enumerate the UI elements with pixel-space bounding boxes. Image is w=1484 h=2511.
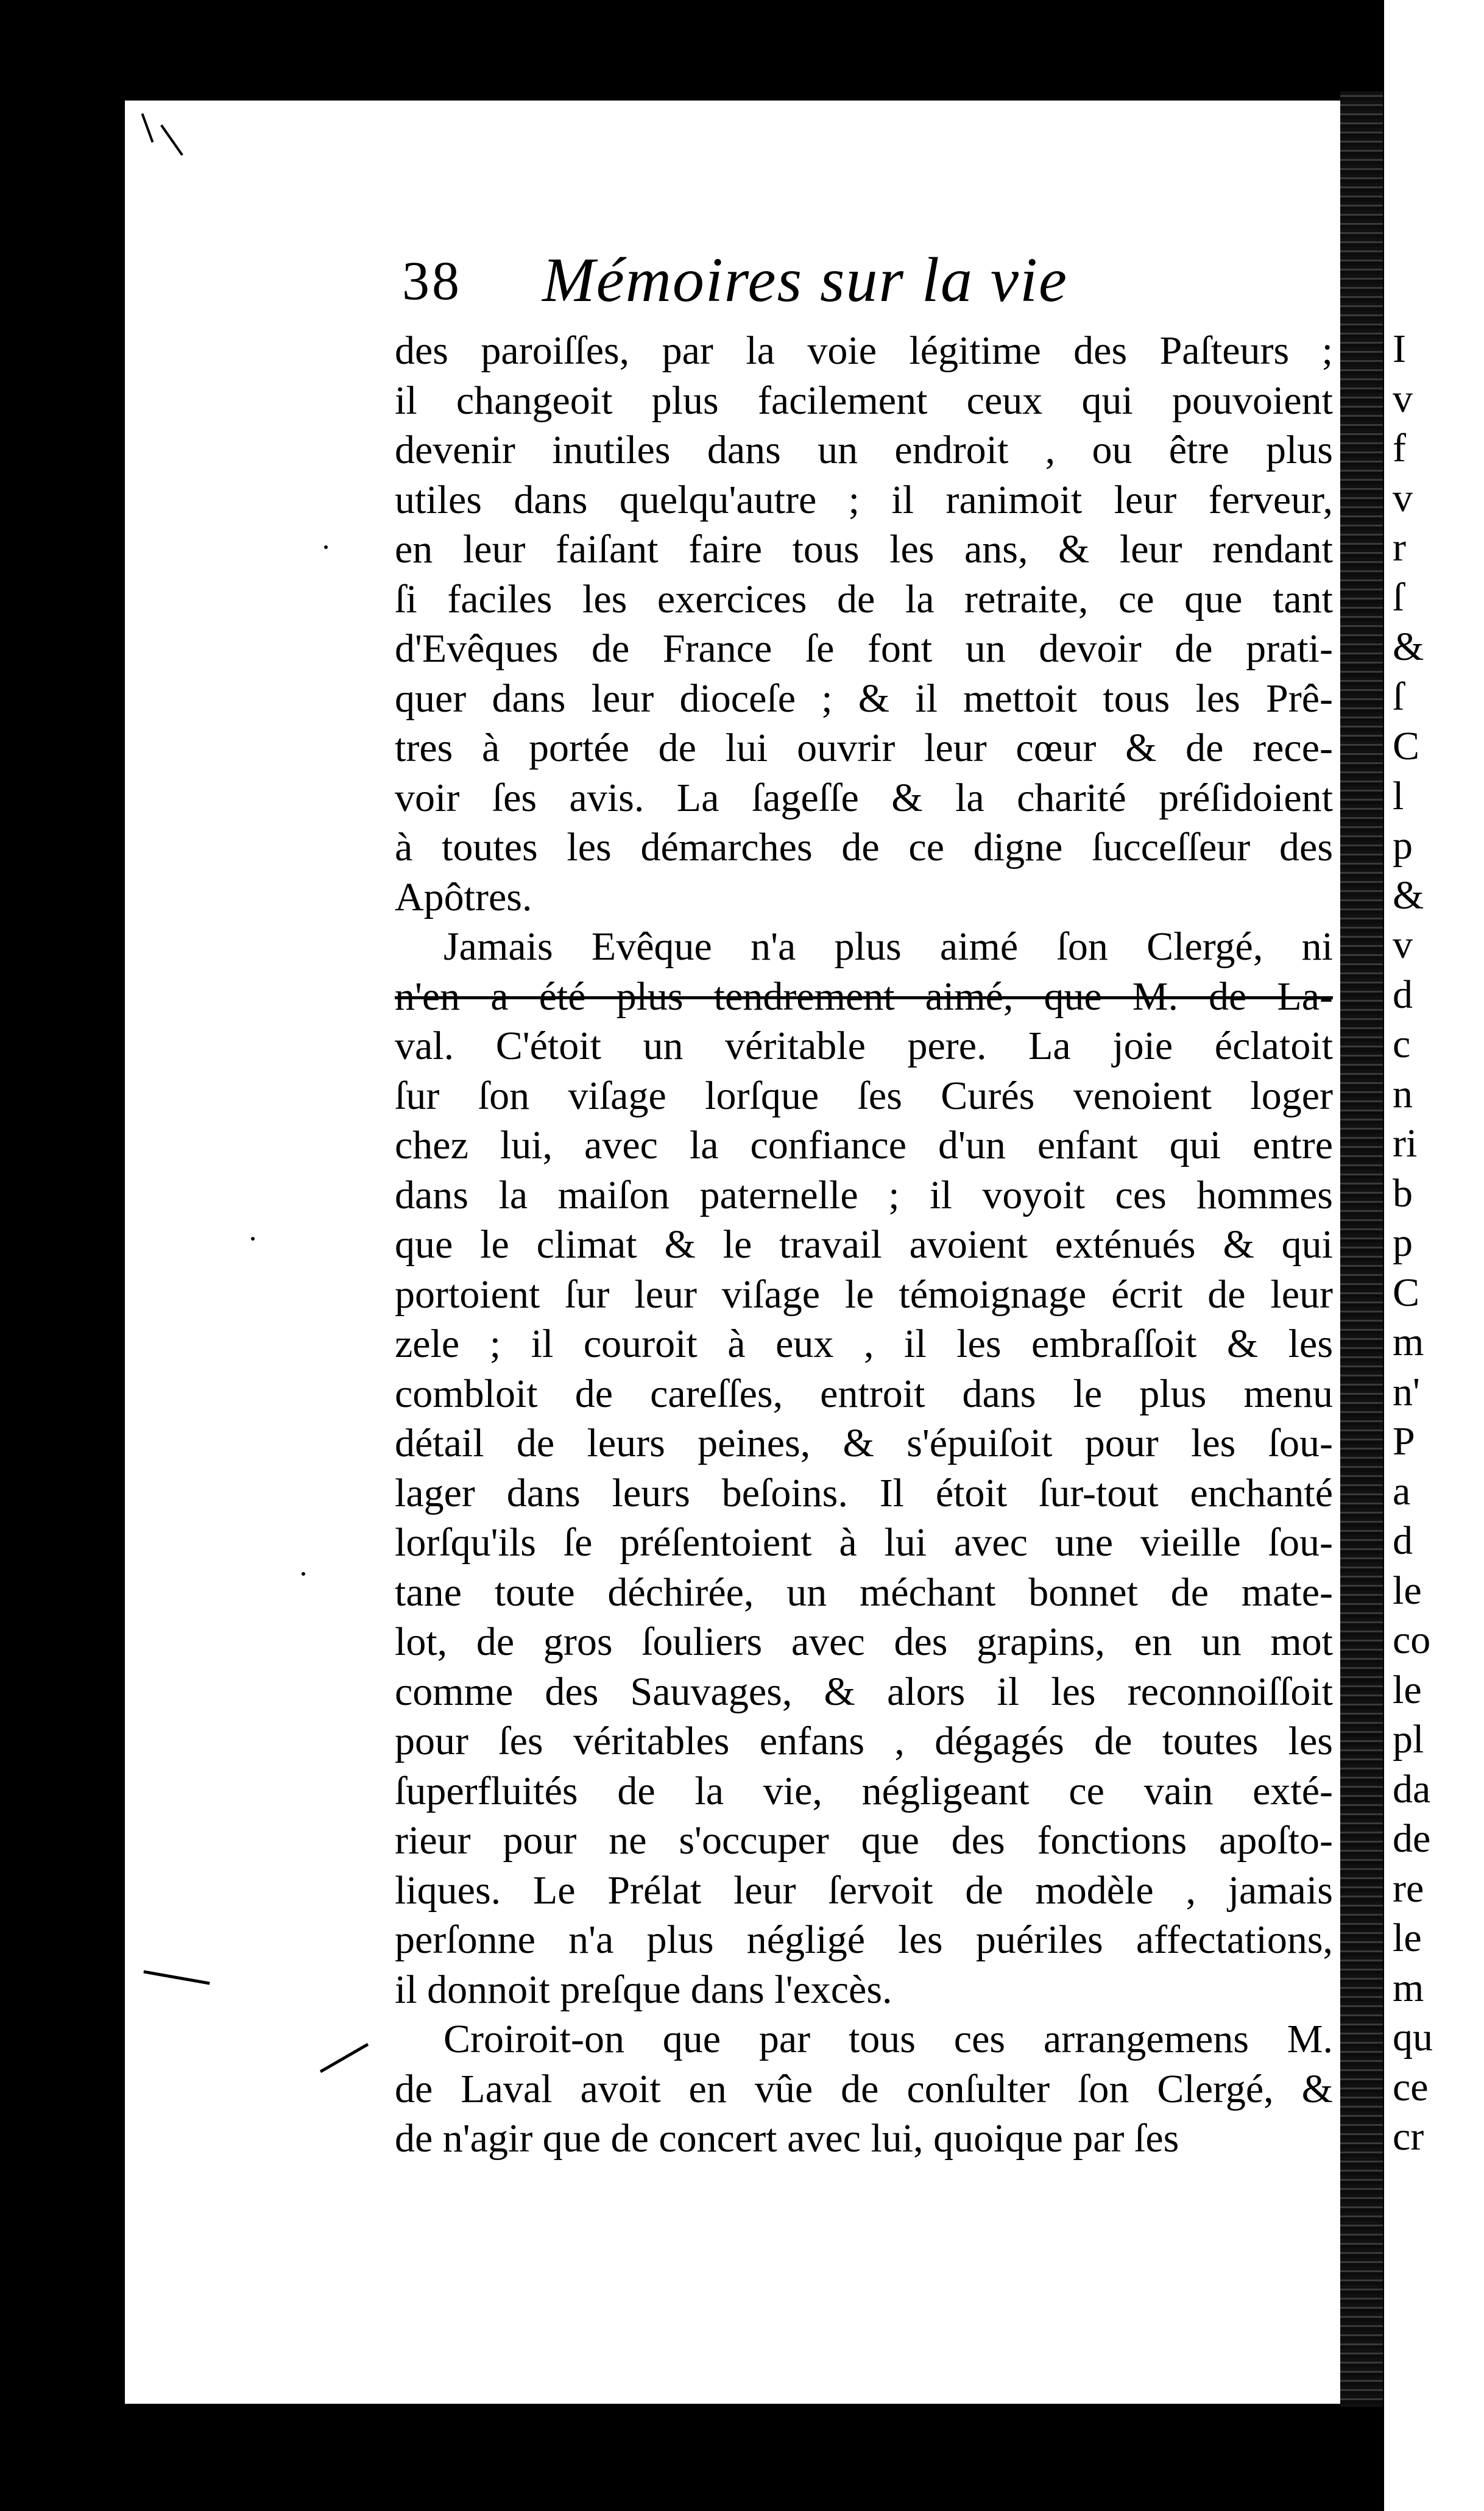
facing-page-fragment: C — [1393, 724, 1420, 768]
facing-page-fragment: m — [1393, 1965, 1424, 2010]
text-line: liques. Le Prélat leur ſervoit de modèle , jamais — [395, 1868, 1333, 1913]
text-line: des paroiſſes, par la voie légitime des Paſteurs ; — [395, 328, 1333, 373]
facing-page-fragment: P — [1393, 1419, 1415, 1464]
facing-page-fragment: co — [1393, 1618, 1431, 1662]
facing-page-fragment: ce — [1393, 2064, 1429, 2109]
book-gutter — [1340, 91, 1383, 2407]
facing-page-fragment: & — [1393, 625, 1424, 669]
text-line: n'en a été plus tendrement aimé, que M. de La- — [395, 974, 1333, 1019]
facing-page-fragment: pl — [1393, 1717, 1424, 1762]
facing-page-fragment: re — [1393, 1866, 1424, 1911]
text-line: zele ; il couroit à eux , il les embraſſoit & les — [395, 1322, 1333, 1366]
text-line: portoient ſur leur viſage le témoignage écrit de leur — [395, 1272, 1333, 1317]
facing-page-fragment: C — [1393, 1270, 1420, 1315]
text-line: utiles dans quelqu'autre ; il ranimoit leur ferveur, — [395, 477, 1333, 522]
text-line: de Laval avoit en vûe de conſulter ſon Clergé, & — [395, 2066, 1333, 2111]
text-line: détail de leurs peines, & s'épuiſoit pour les ſou- — [395, 1421, 1333, 1465]
body-text — [395, 326, 1333, 2164]
facing-page-fragment: qu — [1393, 2015, 1433, 2059]
text-line: Jamais Evêque n'a plus aimé ſon Clergé, ni — [443, 924, 1333, 969]
margin-dot — [324, 545, 328, 549]
facing-page-fragment: ſ — [1393, 575, 1404, 620]
paragraph — [395, 922, 1333, 2014]
text-line: combloit de careſſes, entroit dans le plus menu — [395, 1371, 1333, 1416]
facing-page-fragment: le — [1393, 1916, 1422, 1960]
facing-page-fragment: c — [1393, 1022, 1411, 1066]
text-line: Croiroit-on que par tous ces arrangemens M. — [443, 2017, 1333, 2061]
text-line: lot, de gros ſouliers avec des grapins, en un mot — [395, 1620, 1333, 1664]
text-line: rieur pour ne s'occuper que des fonctions apoſto- — [395, 1818, 1333, 1863]
text-line: tane toute déchirée, un méchant bonnet de mate- — [395, 1570, 1333, 1615]
text-line: lorſqu'ils ſe préſentoient à lui avec une vieille ſou- — [395, 1520, 1333, 1565]
facing-page-fragment: I — [1393, 327, 1406, 371]
page-number: 38 — [402, 251, 462, 311]
margin-dot — [302, 1572, 305, 1576]
text-line: Apôtres. — [395, 874, 532, 919]
paragraph — [395, 2014, 1333, 2164]
text-line: il changeoit plus facilement ceux qui pouvoient — [395, 378, 1333, 423]
facing-page-fragment: v — [1393, 376, 1413, 421]
text-line: ſur ſon viſage lorſque ſes Curés venoient loger — [395, 1073, 1333, 1118]
facing-page-fragment: da — [1393, 1766, 1431, 1812]
text-line: val. C'étoit un véritable pere. La joie éclatoit — [395, 1024, 1333, 1068]
facing-page-fragment: le — [1393, 1568, 1422, 1613]
text-line: quer dans leur dioceſe ; & il mettoit tous les Prê- — [395, 676, 1333, 721]
text-line: pour ſes véritables enfans , dégagés de toutes les — [395, 1719, 1333, 1763]
margin-dot — [251, 1237, 255, 1241]
facing-page-fragment: p — [1393, 823, 1413, 868]
running-title: Mémoires sur la vie — [542, 245, 1069, 315]
text-line: d'Evêques de France ſe font un devoir de prati- — [395, 626, 1333, 671]
text-line: tres à portée de lui ouvrir leur cœur & de rece- — [395, 726, 1333, 770]
facing-page-edge — [1384, 0, 1484, 2511]
text-line: perſonne n'a plus négligé les puériles affectations, — [395, 1918, 1333, 1962]
text-line: lager dans leurs beſoins. Il étoit ſur-tout enchanté — [395, 1470, 1333, 1515]
text-line: il donnoit preſque dans l'excès. — [395, 1967, 892, 2012]
facing-page-fragment: de — [1393, 1816, 1431, 1861]
text-line: de n'agir que de concert avec lui, quoique par ſes — [395, 2116, 1179, 2161]
facing-page-fragment: & — [1393, 873, 1424, 918]
facing-page-fragment: f — [1393, 426, 1406, 470]
text-line: ſi faciles les exercices de la retraite, ce que tant — [395, 576, 1333, 622]
facing-page-fragment: ſ — [1393, 674, 1404, 719]
facing-page-fragment: v — [1393, 475, 1413, 520]
facing-page-fragment: n — [1393, 1071, 1413, 1116]
facing-page-fragment: r — [1393, 525, 1406, 570]
text-line: à toutes les démarches de ce digne ſucceſſeur des — [395, 825, 1333, 869]
text-line: dans la maiſon paternelle ; il voyoit ces hommes — [395, 1172, 1333, 1217]
text-line: chez lui, avec la confiance d'un enfant qui entre — [395, 1123, 1333, 1167]
facing-page-fragment: ri — [1393, 1121, 1418, 1166]
facing-page-fragment: n' — [1393, 1369, 1420, 1414]
text-line: comme des Sauvages, & alors il les reconnoiſſoit — [395, 1669, 1333, 1714]
text-line: en leur faiſant faire tous les ans, & leur rendant — [395, 527, 1333, 572]
text-line: que le climat & le travail avoient exténués & qui — [395, 1222, 1333, 1267]
facing-page-fragment: d — [1393, 972, 1413, 1017]
facing-page-fragment: p — [1393, 1220, 1413, 1265]
facing-page-fragment: l — [1393, 773, 1404, 818]
facing-page-fragment: m — [1393, 1320, 1424, 1364]
page-header — [402, 244, 1316, 317]
facing-page-fragment: v — [1393, 923, 1413, 967]
facing-page-fragment: cr — [1393, 2114, 1424, 2159]
bottom-edge-line — [97, 2414, 1365, 2418]
text-line: voir ſes avis. La ſageſſe & la charité préſidoient — [395, 775, 1333, 820]
facing-page-fragment: b — [1393, 1171, 1413, 1216]
facing-page-fragment: d — [1393, 1518, 1413, 1563]
paragraph — [395, 326, 1333, 922]
text-line: devenir inutiles dans un endroit , ou être plus — [395, 428, 1333, 472]
facing-page-fragment: a — [1393, 1468, 1411, 1514]
text-line: ſuperfluités de la vie, négligeant ce vain exté- — [395, 1768, 1333, 1813]
facing-page-fragment: le — [1393, 1667, 1422, 1712]
